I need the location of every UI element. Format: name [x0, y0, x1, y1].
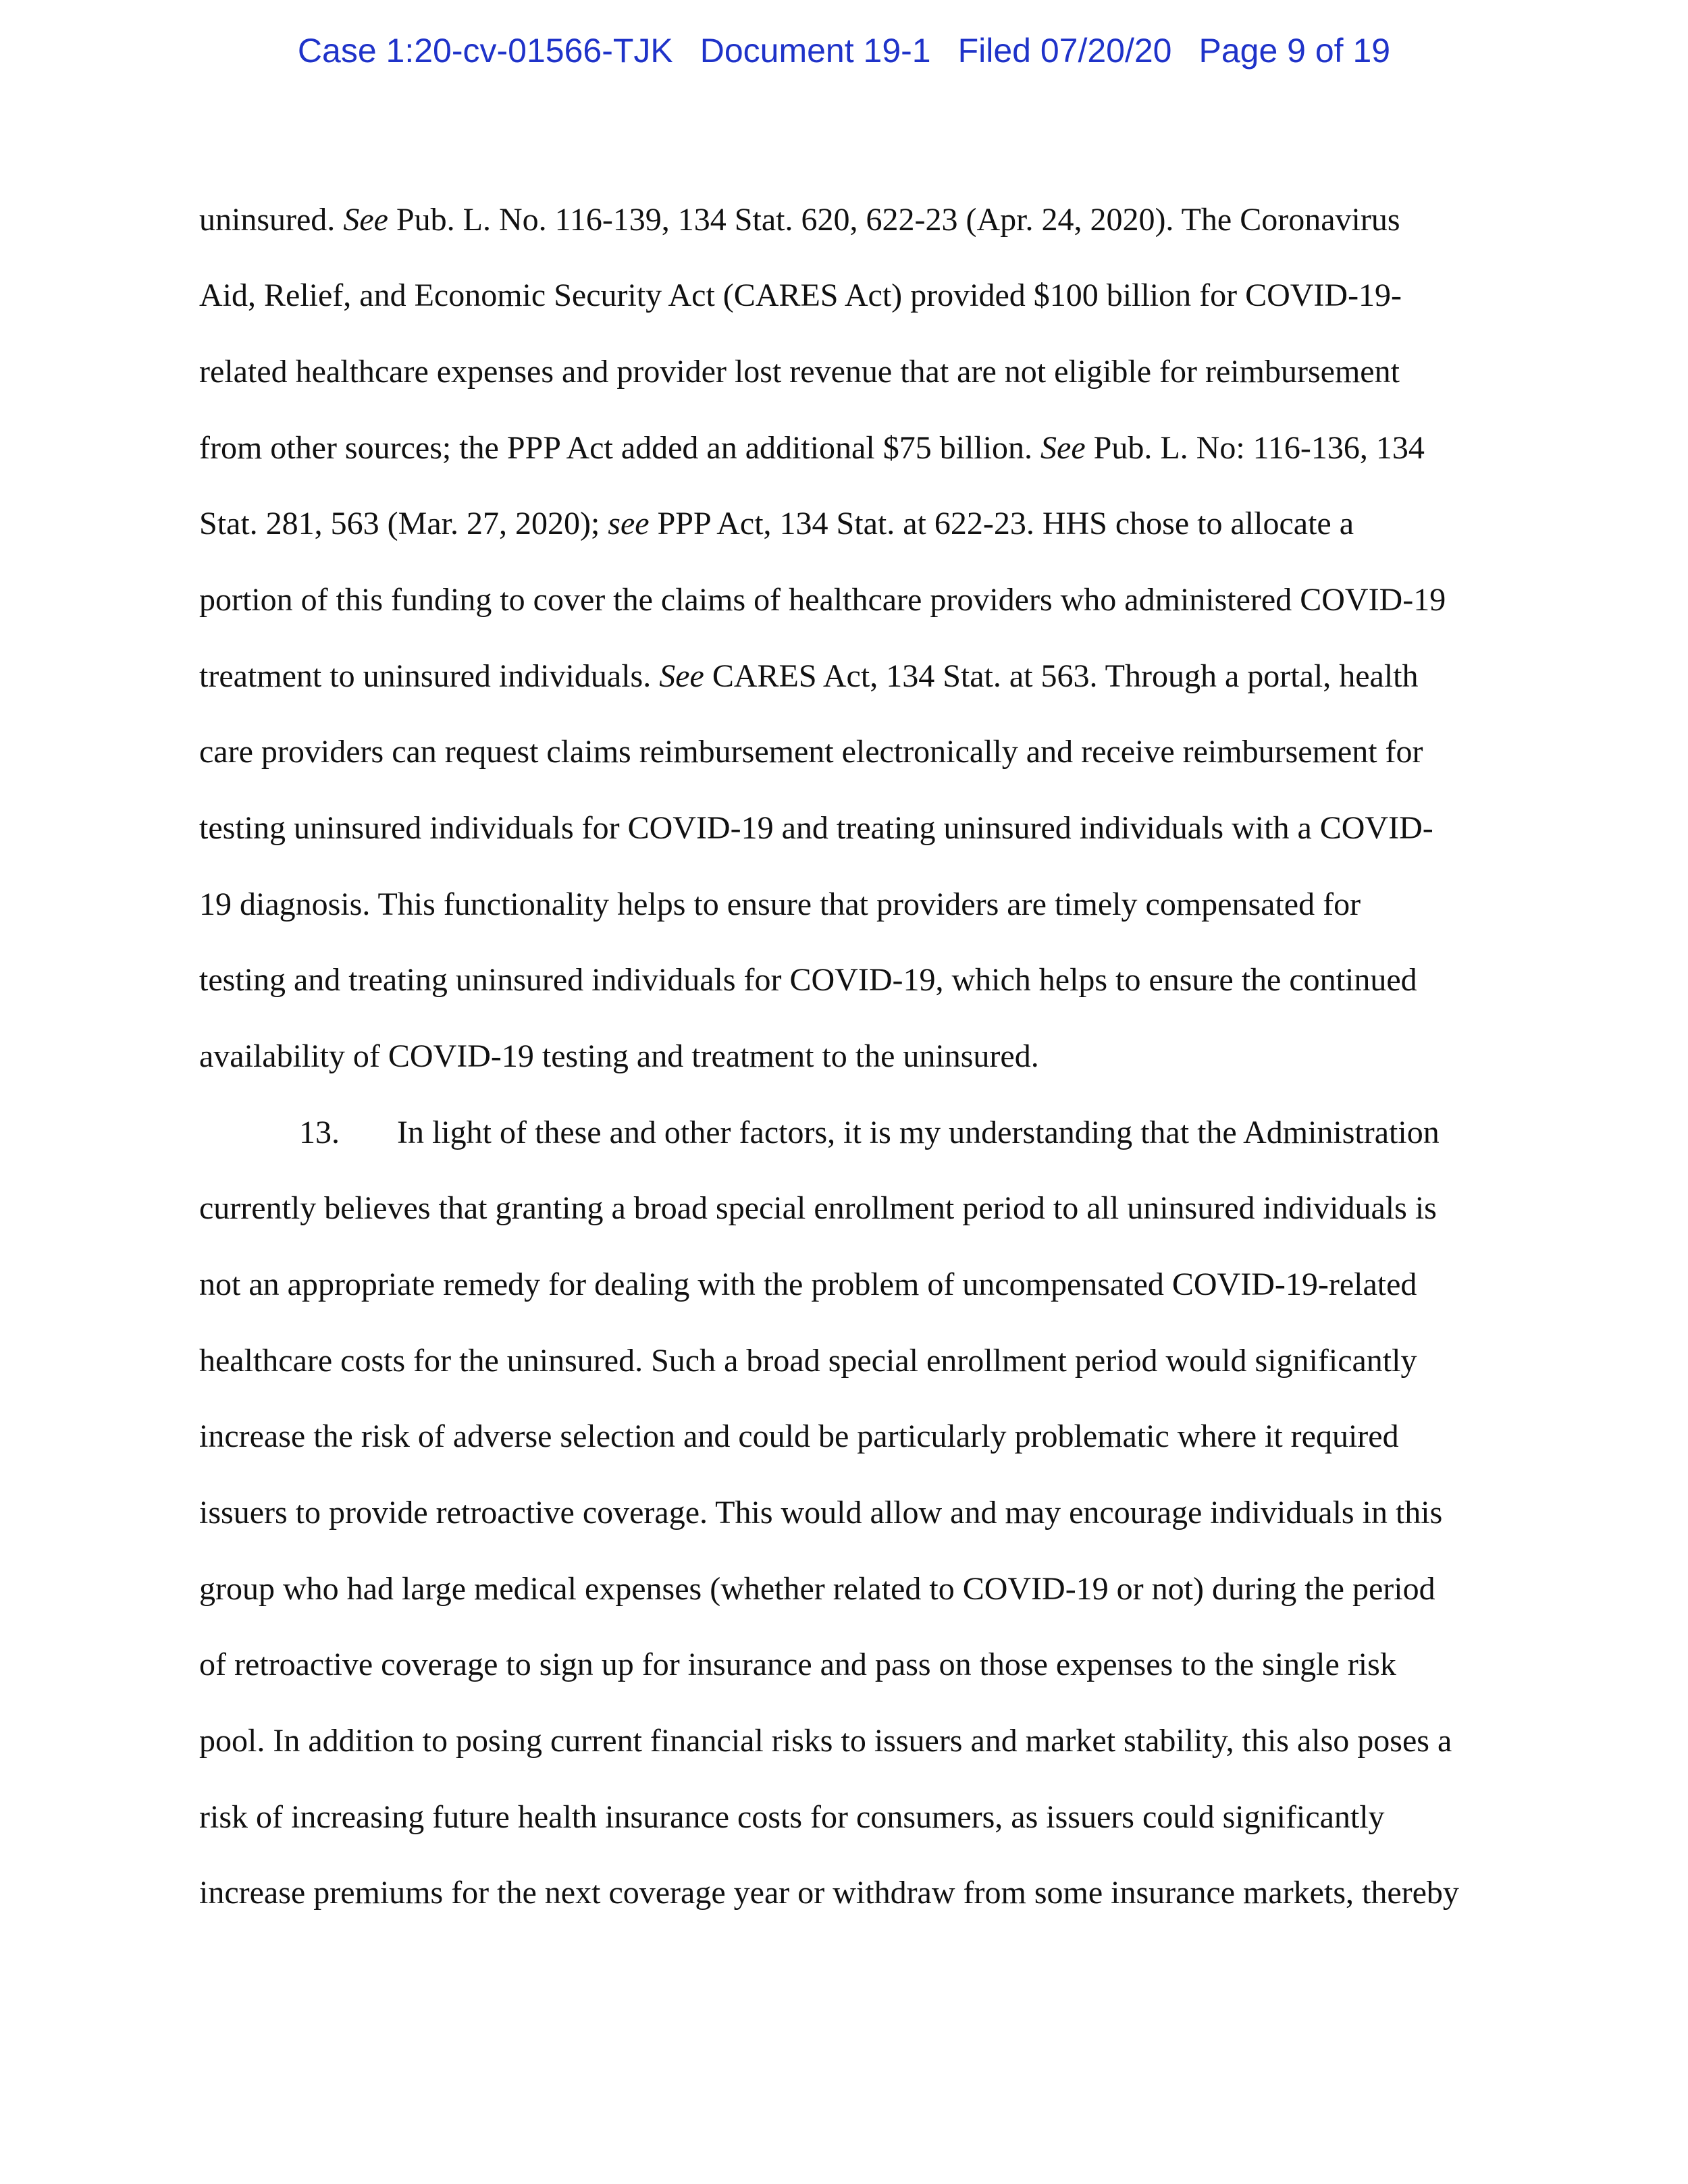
document-number: Document 19-1	[700, 32, 931, 70]
body-line-18: issuers to provide retroactive coverage. This would allow and may encourage individuals in this	[199, 1495, 1443, 1530]
page-number: Page 9 of 19	[1198, 32, 1391, 70]
body-line-19: group who had large medical expenses (whether related to COVID-19 or not) during the period	[199, 1571, 1435, 1607]
body-line-6: portion of this funding to cover the claims of healthcare providers who administered COVID-19	[199, 582, 1446, 618]
body-line-7: treatment to uninsured individuals. See CARES Act, 134 Stat. at 563. Through a portal, health	[199, 658, 1419, 694]
paragraph-number: 13.	[299, 1115, 340, 1150]
body-line-5: Stat. 281, 563 (Mar. 27, 2020); see PPP Act, 134 Stat. at 622-23. HHS chose to allocate a	[199, 506, 1354, 541]
body-line-2: Aid, Relief, and Economic Security Act (CARES Act) provided $100 billion for COVID-19-	[199, 277, 1402, 313]
body-line-17: increase the risk of adverse selection and could be particularly problematic where it required	[199, 1418, 1399, 1454]
body-line-16: healthcare costs for the uninsured. Such a broad special enrollment period would significantly	[199, 1343, 1417, 1379]
body-line-9: testing uninsured individuals for COVID-19 and treating uninsured individuals with a COVID-	[199, 810, 1433, 846]
citation-signal: See	[1040, 430, 1086, 466]
case-number: Case 1:20-cv-01566-TJK	[297, 32, 673, 70]
case-header	[0, 31, 1688, 70]
body-line-21: pool. In addition to posing current financial risks to issuers and market stability, this also poses a	[199, 1723, 1452, 1759]
body-line-10: 19 diagnosis. This functionality helps to ensure that providers are timely compensated for	[199, 886, 1361, 922]
body-line-1: uninsured. See Pub. L. No. 116-139, 134 Stat. 620, 622-23 (Apr. 24, 2020). The Coronavirus	[199, 202, 1400, 238]
citation-signal: See	[343, 202, 388, 238]
citation-signal: see	[608, 506, 650, 541]
filed-date: Filed 07/20/20	[957, 32, 1172, 70]
body-line-3: related healthcare expenses and provider lost revenue that are not eligible for reimbursement	[199, 354, 1400, 390]
body-line-23: increase premiums for the next coverage year or withdraw from some insurance markets, thereby	[199, 1875, 1459, 1911]
body-line-12: availability of COVID-19 testing and treatment to the uninsured.	[199, 1038, 1039, 1074]
body-line-14: currently believes that granting a broad special enrollment period to all uninsured individuals is	[199, 1190, 1437, 1226]
citation-signal: See	[659, 658, 704, 694]
body-line-4: from other sources; the PPP Act added an additional $75 billion. See Pub. L. No: 116-136, 134	[199, 430, 1425, 466]
body-line-15: not an appropriate remedy for dealing with the problem of uncompensated COVID-19-related	[199, 1267, 1417, 1302]
body-line-11: testing and treating uninsured individuals for COVID-19, which helps to ensure the continued	[199, 962, 1417, 998]
body-line-13: In light of these and other factors, it is my understanding that the Administration	[397, 1115, 1440, 1150]
body-line-8: care providers can request claims reimbursement electronically and receive reimbursement for	[199, 734, 1423, 770]
body-line-20: of retroactive coverage to sign up for insurance and pass on those expenses to the single risk	[199, 1647, 1396, 1682]
body-line-22: risk of increasing future health insurance costs for consumers, as issuers could significantly	[199, 1799, 1385, 1835]
